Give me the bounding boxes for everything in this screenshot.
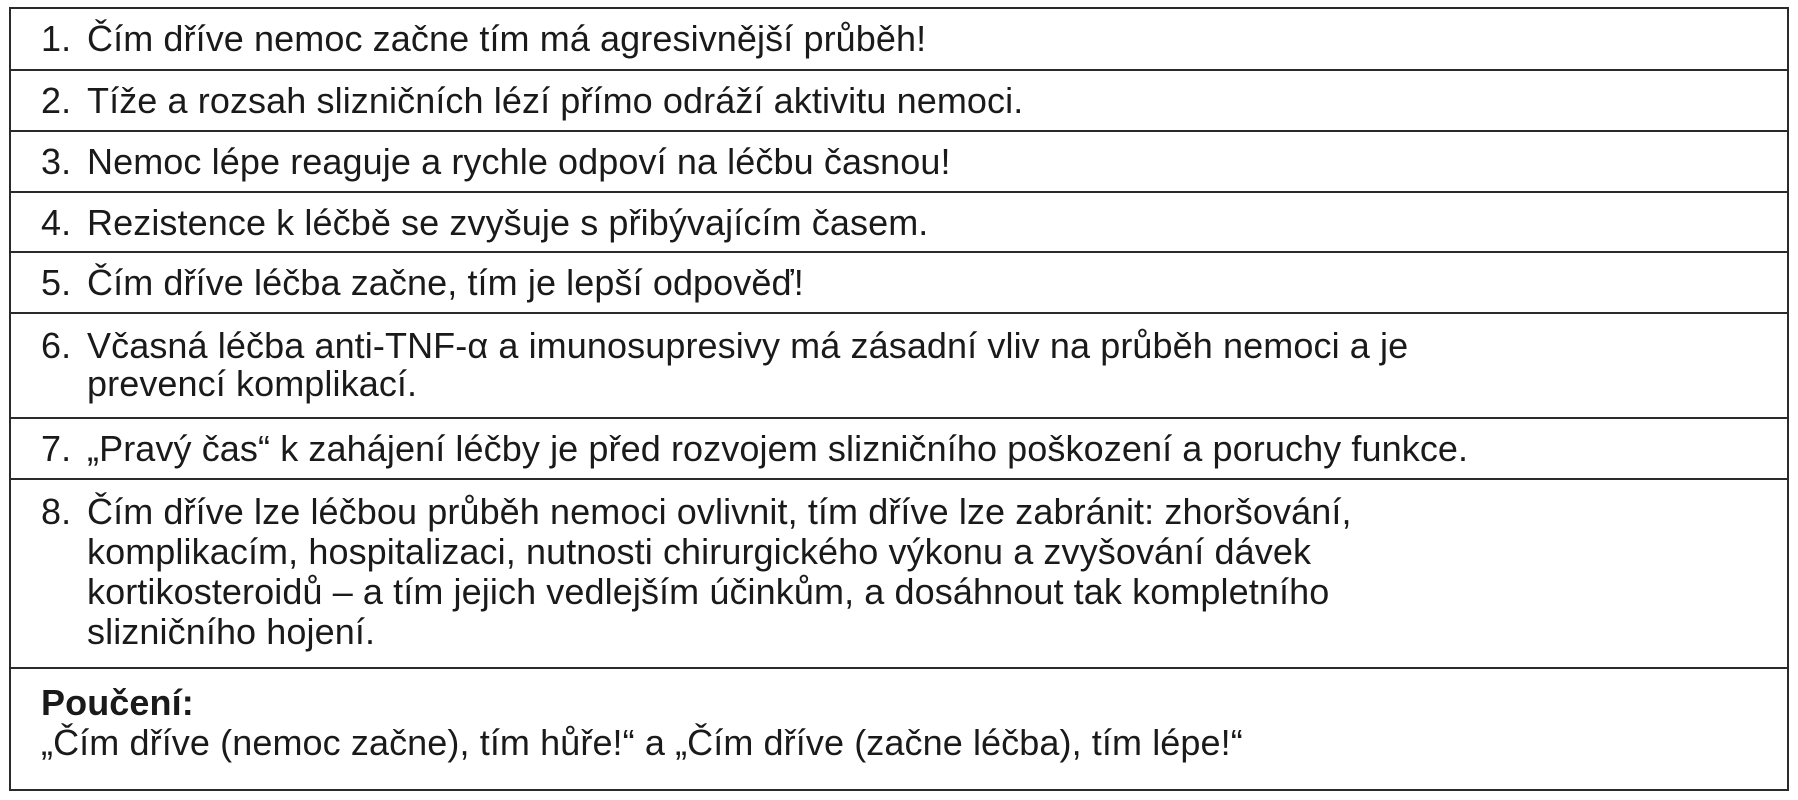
lesson-row bbox=[11, 669, 1787, 789]
item-number: 2. bbox=[41, 80, 72, 121]
item-text: Rezistence k léčbě se zvyšuje s přibývajícím časem. bbox=[87, 202, 929, 243]
item-text: Včasná léčba anti-TNF-α a imunosupresivy má zásadní vliv na průběh nemoci a je bbox=[87, 325, 1409, 366]
item-text: Tíže a rozsah slizničních lézí přímo odráží aktivitu nemoci. bbox=[87, 80, 1024, 121]
item-text: Nemoc lépe reaguje a rychle odpoví na léčbu časnou! bbox=[87, 141, 951, 182]
item-text: komplikacím, hospitalizaci, nutnosti chirurgického výkonu a zvyšování dávek bbox=[87, 531, 1312, 572]
item-number: 6. bbox=[41, 325, 72, 366]
table-row bbox=[11, 314, 1787, 419]
table-row bbox=[11, 419, 1787, 480]
table-row bbox=[11, 480, 1787, 669]
item-text: prevencí komplikací. bbox=[87, 363, 418, 404]
table-row bbox=[11, 9, 1787, 71]
item-number: 7. bbox=[41, 428, 72, 469]
lesson-heading: Poučení: bbox=[41, 682, 194, 723]
item-text: Čím dříve léčba začne, tím je lepší odpověď! bbox=[87, 262, 804, 303]
item-number: 4. bbox=[41, 202, 72, 243]
item-number: 5. bbox=[41, 262, 72, 303]
item-number: 8. bbox=[41, 491, 72, 532]
lesson-text: „Čím dříve (nemoc začne), tím hůře!“ a „Čím dříve (začne léčba), tím lépe!“ bbox=[41, 722, 1243, 763]
item-text: „Pravý čas“ k zahájení léčby je před rozvojem slizničního poškození a poruchy funkce. bbox=[87, 428, 1469, 469]
item-number: 3. bbox=[41, 141, 72, 182]
table-row bbox=[11, 71, 1787, 132]
item-text: slizničního hojení. bbox=[87, 611, 376, 652]
table-row bbox=[11, 132, 1787, 193]
item-text: Čím dříve nemoc začne tím má agresivnější průběh! bbox=[87, 18, 927, 59]
statements-table bbox=[9, 7, 1789, 791]
table-row bbox=[11, 193, 1787, 253]
item-text: kortikosteroidů – a tím jejich vedlejším účinkům, a dosáhnout tak kompletního bbox=[87, 571, 1330, 612]
item-text: Čím dříve lze léčbou průběh nemoci ovlivnit, tím dříve lze zabránit: zhoršování, bbox=[87, 491, 1352, 532]
item-number: 1. bbox=[41, 18, 72, 59]
table-row bbox=[11, 253, 1787, 314]
